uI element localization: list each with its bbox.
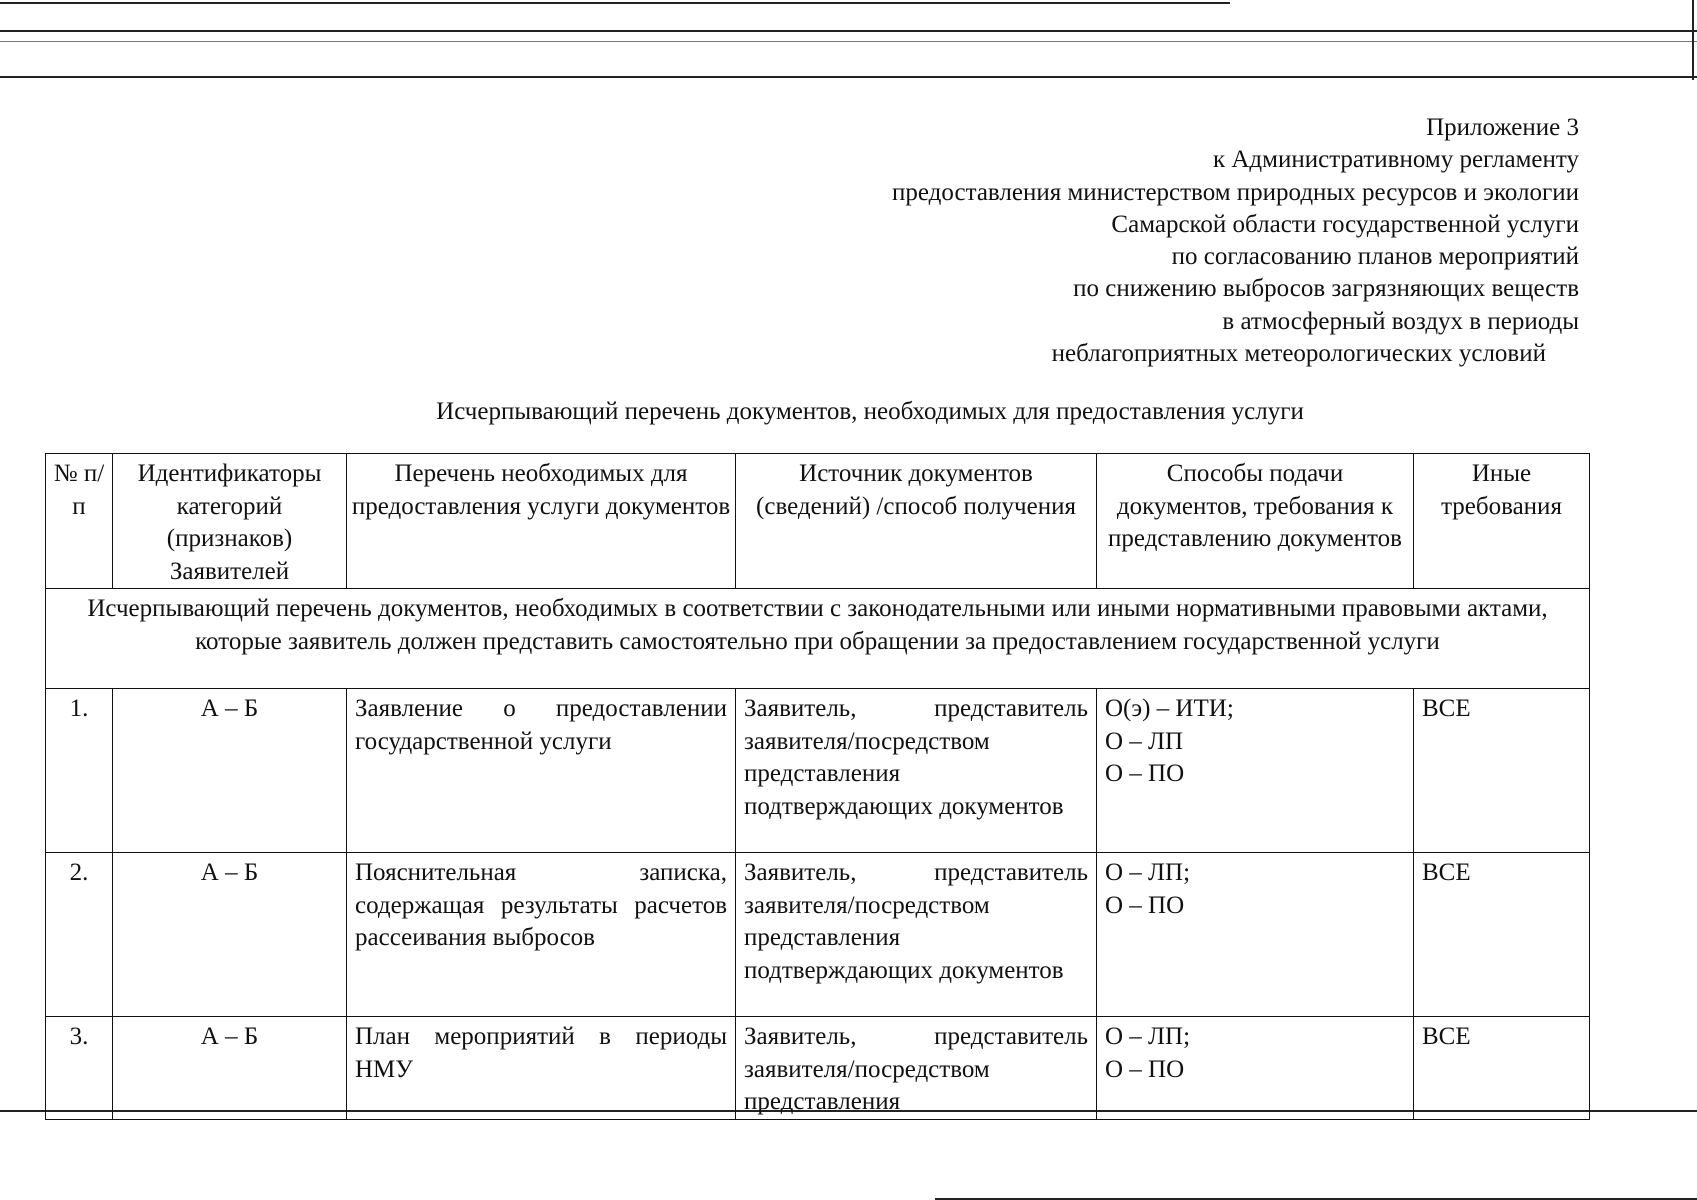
row-number: 3.	[46, 1017, 113, 1120]
appendix-line: предоставления министерством природных ресурсов и экологии	[892, 178, 1579, 206]
header-other: Иные требования	[1414, 454, 1590, 589]
method-item: О(э) – ИТИ;	[1105, 695, 1234, 722]
row-document: Пояснительная записка, содержащая результаты расчетов рассеивания выбросов	[347, 853, 736, 1017]
section-row	[46, 589, 1590, 689]
appendix-line: Приложение 3	[1426, 114, 1579, 141]
row-category: А – Б	[113, 689, 347, 853]
row-source: Заявитель, представитель заявителя/посредством представления подтверждающих документов	[736, 689, 1097, 853]
method-item: О – ПО	[1105, 891, 1185, 919]
method-item: О – ЛП	[1105, 727, 1184, 755]
documents-table	[45, 453, 1590, 1120]
header-source: Источник документов (сведений) /способ получения	[736, 454, 1097, 589]
method-item: О – ПО	[1105, 1055, 1185, 1083]
scan-side-line	[1692, 0, 1694, 80]
method-item: О – ЛП;	[1105, 1023, 1191, 1050]
row-document: План мероприятий в периоды НМУ	[347, 1017, 736, 1120]
row-other: ВСЕ	[1414, 1017, 1590, 1120]
row-methods	[1097, 1017, 1414, 1120]
row-methods	[1097, 689, 1414, 853]
scan-top-line-4	[0, 76, 1697, 78]
method-item: О – ЛП;	[1105, 859, 1191, 886]
appendix-line: по снижению выбросов загрязняющих веществ	[1073, 275, 1579, 303]
row-category: А – Б	[113, 1017, 347, 1120]
appendix-line: Самарской области государственной услуги	[1111, 210, 1579, 238]
table-row	[46, 853, 1590, 1017]
scan-top-line-2	[0, 30, 1697, 32]
appendix-header	[892, 112, 1579, 370]
appendix-line: в атмосферный воздух в периоды	[1222, 307, 1579, 335]
row-other: ВСЕ	[1414, 853, 1590, 1017]
appendix-line: неблагоприятных метеорологических условий	[1051, 340, 1546, 368]
header-methods: Способы подачи документов, требования к представлению документов	[1097, 454, 1414, 589]
row-other: ВСЕ	[1414, 689, 1590, 853]
row-document: Заявление о предоставлении государственной услуги	[347, 689, 736, 853]
appendix-line: по согласованию планов мероприятий	[1171, 243, 1579, 271]
scan-footer-line	[935, 1198, 1697, 1200]
header-documents: Перечень необходимых для предоставления услуги документов	[347, 454, 736, 589]
row-source: Заявитель, представитель заявителя/посредством представления	[736, 1017, 1097, 1120]
header-num: № п/п	[46, 454, 113, 589]
scan-top-line-3	[0, 41, 1697, 42]
appendix-line: к Административному регламенту	[1212, 146, 1579, 174]
table-row	[46, 689, 1590, 853]
table-row	[46, 1017, 1590, 1120]
page-title: Исчерпывающий перечень документов, необходимых для предоставления услуги	[436, 398, 1304, 425]
row-methods	[1097, 853, 1414, 1017]
scan-top-line-1	[0, 2, 1230, 4]
header-category: Идентификаторы категорий (признаков) Заявителей	[113, 454, 347, 589]
row-number: 2.	[46, 853, 113, 1017]
row-category: А – Б	[113, 853, 347, 1017]
table-header-row	[46, 454, 1590, 589]
row-number: 1.	[46, 689, 113, 853]
method-item: О – ПО	[1105, 760, 1185, 787]
section-heading: Исчерпывающий перечень документов, необходимых в соответствии с законодательными или иными нормативными правовыми актами, которые заявитель должен представить самостоятельно при обращении за предоставлением государственной услуги	[46, 589, 1590, 689]
row-source: Заявитель, представитель заявителя/посредством представления подтверждающих документов	[736, 853, 1097, 1017]
